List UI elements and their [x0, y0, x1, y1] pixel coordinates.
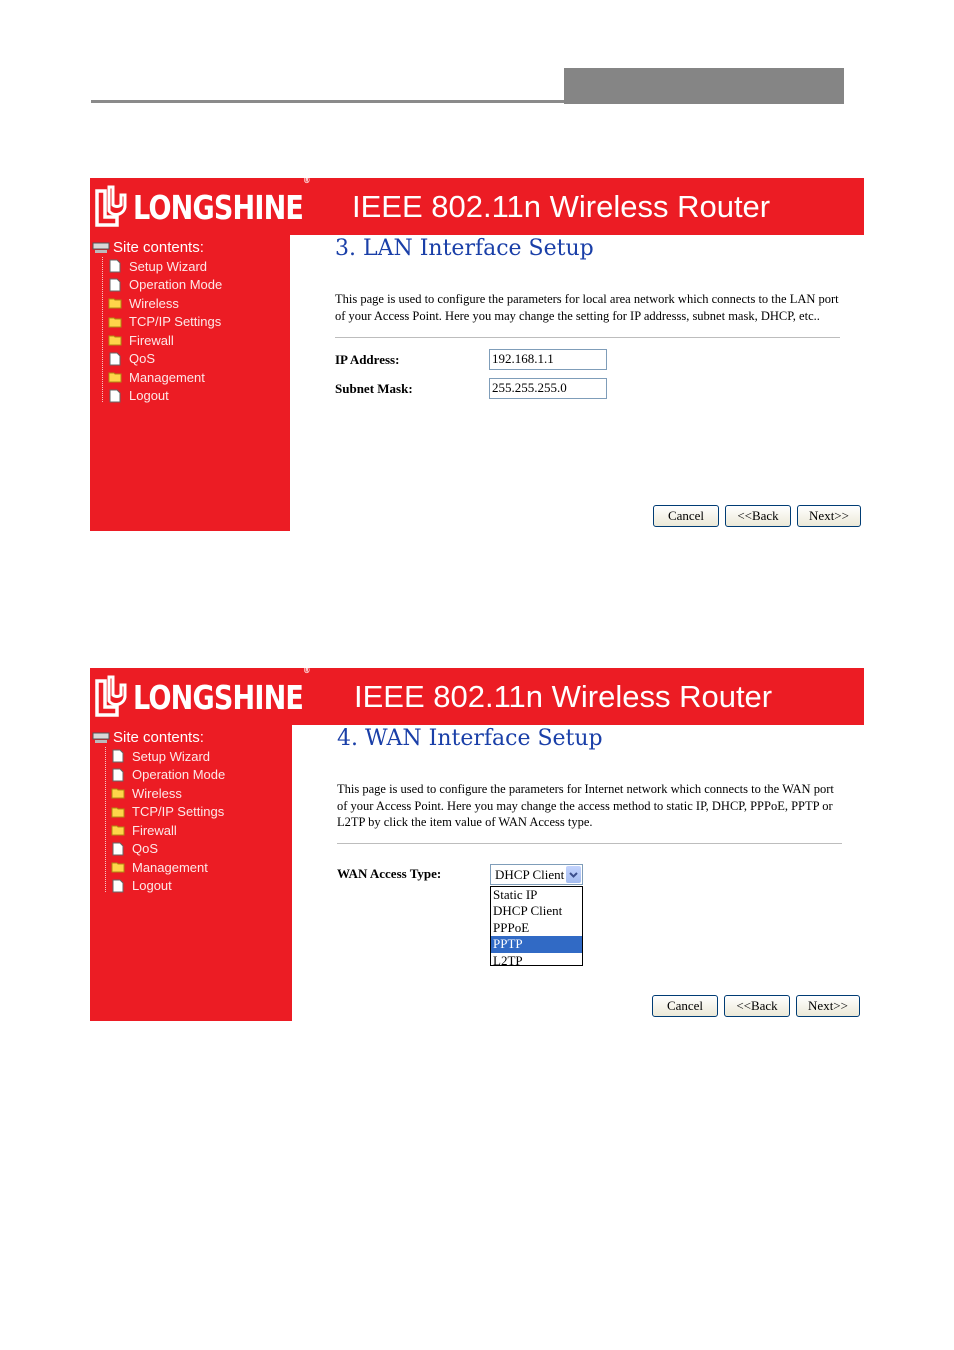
sidebar-item-label: Setup Wizard [129, 258, 208, 274]
folder-icon [108, 296, 122, 310]
longshine-logo-icon [93, 675, 127, 719]
sidebar-item-label: QoS [129, 351, 156, 367]
lan-setup-screenshot [90, 175, 864, 531]
site-contents-header [92, 729, 204, 746]
sidebar-item-management[interactable] [103, 858, 225, 877]
page-description: This page is used to configure the parameters for local area network which connects to the LAN port of your Access Point. Here you may change the setting for IP addresss, subnet mask, DHCP, etc.. [335, 292, 839, 323]
wan-access-type-dropdown [490, 886, 583, 966]
sidebar-item-setup-wizard[interactable] [103, 747, 225, 766]
wan-content [292, 725, 864, 1021]
selected-value: DHCP Client [495, 867, 565, 882]
lan-content [290, 235, 864, 531]
sidebar-item-management[interactable] [100, 368, 222, 387]
wan-access-type-label: WAN Access Type: [337, 866, 442, 881]
folder-icon [108, 315, 122, 329]
header-gray-box [564, 68, 844, 104]
page-icon [108, 389, 122, 403]
site-contents-label: Site contents: [113, 729, 204, 746]
sidebar-item-setup-wizard[interactable] [100, 257, 222, 276]
page-icon [111, 879, 125, 893]
logo-text: LONGSHINE® [133, 665, 310, 717]
logo-text: LONGSHINE® [133, 175, 310, 227]
back-button[interactable]: <<Back [725, 505, 791, 527]
sidebar-item-label: Wireless [129, 295, 179, 311]
computer-icon [92, 242, 110, 254]
router-title: IEEE 802.11n Wireless Router [352, 189, 771, 224]
subnet-mask-input[interactable]: 255.255.255.0 [489, 378, 607, 399]
folder-icon [108, 370, 122, 384]
computer-icon [92, 732, 110, 744]
page-icon [111, 768, 125, 782]
folder-icon [111, 860, 125, 874]
option-pptp[interactable]: PPTP [491, 936, 582, 952]
sidebar-item-wireless[interactable] [100, 294, 222, 313]
sidebar-item-operation-mode[interactable] [103, 766, 225, 785]
sidebar-item-label: Management [129, 369, 205, 385]
page-icon [111, 842, 125, 856]
router-title: IEEE 802.11n Wireless Router [354, 679, 773, 714]
sidebar-item-firewall[interactable] [103, 821, 225, 840]
site-contents-label: Site contents: [113, 239, 204, 256]
page-icon [108, 352, 122, 366]
sidebar-item-tcpip-settings[interactable] [103, 803, 225, 822]
site-contents-header [92, 239, 204, 256]
sidebar-item-label: Logout [132, 878, 172, 894]
sidebar-item-label: Management [132, 859, 208, 875]
sidebar-item-label: Operation Mode [129, 277, 223, 293]
folder-icon [111, 786, 125, 800]
next-button[interactable]: Next>> [796, 995, 860, 1017]
header-rule [91, 100, 564, 103]
logo [93, 665, 348, 721]
sidebar-item-label: Wireless [132, 785, 182, 801]
cancel-button[interactable]: Cancel [652, 995, 718, 1017]
page-description: This page is used to configure the parameters for Internet network which connects to the WAN port of your Access Point. Here you may change the access method to static IP, DHCP, PPPoE, PPTP or L2TP by click the item value of WAN Access type. [337, 782, 834, 829]
option-dhcp-client[interactable]: DHCP Client [493, 903, 563, 919]
cancel-button[interactable]: Cancel [653, 505, 719, 527]
sidebar-item-label: Firewall [132, 822, 177, 838]
divider [335, 337, 840, 338]
sidebar-item-logout[interactable] [100, 387, 222, 406]
sidebar-item-logout[interactable] [103, 877, 225, 896]
sidebar-item-label: Operation Mode [132, 767, 226, 783]
folder-icon [111, 805, 125, 819]
sidebar-item-wireless[interactable] [103, 784, 225, 803]
option-pppoe[interactable]: PPPoE [493, 919, 530, 935]
divider [337, 843, 842, 844]
option-l2tp[interactable]: L2TP [493, 952, 523, 968]
logo [93, 175, 348, 231]
subnet-mask-label: Subnet Mask: [335, 381, 413, 396]
sidebar-item-operation-mode[interactable] [100, 276, 222, 295]
sidebar-item-label: Setup Wizard [132, 748, 211, 764]
back-button[interactable]: <<Back [724, 995, 790, 1017]
page-title: 4. WAN Interface Setup [337, 726, 603, 751]
sidebar-item-label: TCP/IP Settings [132, 804, 225, 820]
sidebar [90, 725, 292, 1021]
wan-access-type-select[interactable] [490, 864, 583, 885]
page-title: 3. LAN Interface Setup [335, 236, 594, 261]
longshine-logo-icon [93, 185, 127, 229]
sidebar-item-firewall[interactable] [100, 331, 222, 350]
sidebar [90, 235, 290, 531]
banner [90, 175, 864, 235]
sidebar-item-label: Firewall [129, 332, 174, 348]
sidebar-item-label: TCP/IP Settings [129, 314, 222, 330]
page-icon [108, 278, 122, 292]
menu-tree [103, 747, 225, 895]
folder-icon [108, 333, 122, 347]
sidebar-item-qos[interactable] [100, 350, 222, 369]
banner [90, 665, 864, 725]
sidebar-item-qos[interactable] [103, 840, 225, 859]
menu-tree [100, 257, 222, 405]
wan-setup-screenshot [90, 665, 864, 1021]
option-static-ip[interactable]: Static IP [493, 887, 538, 902]
sidebar-item-label: Logout [129, 388, 169, 404]
page-icon [111, 749, 125, 763]
ip-address-input[interactable]: 192.168.1.1 [489, 349, 607, 370]
sidebar-item-tcpip-settings[interactable] [100, 313, 222, 332]
ip-address-label: IP Address: [335, 352, 400, 367]
sidebar-item-label: QoS [132, 841, 159, 857]
folder-icon [111, 823, 125, 837]
next-button[interactable]: Next>> [797, 505, 861, 527]
page-icon [108, 259, 122, 273]
chevron-down-icon[interactable] [566, 866, 581, 883]
